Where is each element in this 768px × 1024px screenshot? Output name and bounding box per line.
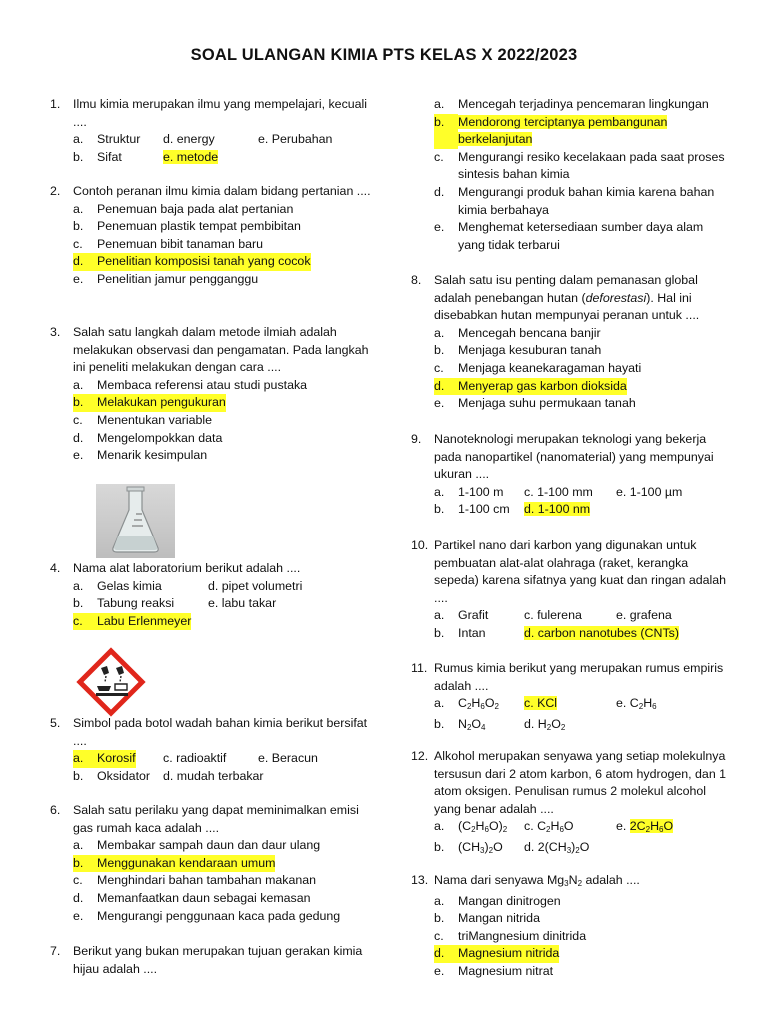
option-d: d. carbon nanotubes (CNTs) xyxy=(524,625,679,640)
option-d: d. pipet volumetri xyxy=(208,578,303,593)
option-d: d. $2(CH_3)_2O$ xyxy=(524,839,590,855)
option-e: e. $2C_2H_6O$ xyxy=(616,819,674,835)
question-number: 13. xyxy=(411,873,429,887)
question-text-part: Nama dari senyawa Mg xyxy=(434,873,565,887)
option-a: Membakar sampah daun dan daur ulang xyxy=(97,838,321,853)
option-b: Menjaga kesuburan tanah xyxy=(458,343,602,358)
question-number: 10. xyxy=(411,538,429,552)
option-c: c. $C_2H_6O$ xyxy=(524,819,574,835)
question-number: 11. xyxy=(411,661,428,675)
option-e: e. Perubahan xyxy=(258,132,333,147)
option-a: Mangan dinitrogen xyxy=(458,893,561,908)
option-a: Membaca referensi atau studi pustaka xyxy=(97,377,308,392)
question-number: 9. xyxy=(411,432,422,446)
option-e: Menjaga suhu permukaan tanah xyxy=(458,396,636,411)
question-5: 5. Simbol pada botol wadah bahan kimia berikut bersifat .... a. Korosif c. radioaktif e. Beracun b. Oksidator d. mudah terbakar xyxy=(50,715,380,785)
option-d: Menyerap gas karbon dioksida xyxy=(458,378,627,396)
question-7 xyxy=(50,943,380,978)
option-a: Gelas kimia xyxy=(97,578,162,593)
option-e: Penelitian jamur pengganggu xyxy=(97,271,259,286)
option-b: 1-100 cm xyxy=(458,502,510,517)
answer-highlight: e. metode xyxy=(163,149,219,164)
option-b: Sifat xyxy=(97,149,122,164)
question-number: 8. xyxy=(411,273,422,287)
option-d: Memanfaatkan daun sebagai kemasan xyxy=(97,890,311,905)
option-e: e. 1-100 µm xyxy=(616,484,683,499)
question-7-options: a. Mencegah terjadinya pencemaran lingkungan b. Mendorong terciptanya pembangunan berkelanjutan c. Mengurangi resiko kecelakaan pada saat proses sintesis bahan kimia d. Mengurangi produk bahan kimia karena bahan kimia berbahaya e. Menghemat ketersediaan sumber daya alam yang tidak terbarui xyxy=(411,96,731,254)
option-b: Melakukan pengukuran xyxy=(97,394,226,412)
question-text: Berikut yang bukan merupakan tujuan gerakan kimia hijau adalah .... xyxy=(73,944,363,976)
question-9: 9. Nanoteknologi merupakan teknologi yang bekerja pada nanopartikel (nanomaterial) yang mempunyai ukuran .... a. 1-100 m c. 1-100 mm e. 1-100 µm b. 1-100 cm d. 1-100 nm xyxy=(411,431,731,519)
right-column xyxy=(411,96,731,996)
question-number: 6. xyxy=(50,803,61,817)
question-text: Salah satu langkah dalam metode ilmiah adalah melakukan observasi dan pengamatan. Pada langkah ini peneliti melakukan dengan cara .... xyxy=(73,325,369,375)
question-text xyxy=(434,272,731,325)
question-4: 4. Nama alat laboratorium berikut adalah .... a. Gelas kimia d. pipet volumetri b. Tabung reaksi e. labu takar c. Labu Erlenmeyer xyxy=(50,560,380,630)
option-c: c. radioaktif xyxy=(163,751,227,766)
option-d: d. $H_2O_2$ xyxy=(524,716,566,732)
option-b: $(CH_3)_2O$ xyxy=(458,839,503,855)
question-12: 12. Alkohol merupakan senyawa yang setiap molekulnya tersusun dari 2 atom karbon, 6 atom hydrogen, dan 1 atom oksigen. Penulisan rumus 2 molekul alcohol yang benar adalah .... a. $(C_2H_6O)_2$ c. $C_2H_6O$ e. $2C_2H_6O$ b. $(CH_3)_2O$ d. $2(CH_3)_2O$ xyxy=(411,748,731,860)
question-8: 8. Salah satu isu penting dalam pemanasan global adalah penebangan hutan (deforestasi). Hal ini disebabkan hutan mempunyai peranan untuk .... a. Mencegah bencana banjir b. Menjaga kesuburan tanah c. Menjaga keanekaragaman hayati d. Menyerap gas karbon dioksida e. Menjaga suhu permukaan tanah xyxy=(411,272,731,413)
option-c: c. 1-100 mm xyxy=(524,484,593,499)
option-c: Penemuan bibit tanaman baru xyxy=(97,236,264,251)
option-e: e. grafena xyxy=(616,608,672,623)
option-d: Mengurangi produk bahan kimia karena bahan kimia berbahaya xyxy=(458,184,715,217)
option-e: e. $C_2H_6$ xyxy=(616,696,657,712)
option-a: Mencegah bencana banjir xyxy=(458,325,601,340)
option-d: Penelitian komposisi tanah yang cocok xyxy=(97,253,311,271)
option-e: Magnesium nitrat xyxy=(458,963,554,978)
question-text: Contoh peranan ilmu kimia dalam bidang pertanian .... xyxy=(73,184,371,198)
option-c: c. fulerena xyxy=(524,608,582,623)
question-number: 12. xyxy=(411,749,429,763)
option-b: Mangan nitrida xyxy=(458,911,540,926)
question-3: 3. Salah satu langkah dalam metode ilmiah adalah melakukan observasi dan pengamatan. Pada langkah ini peneliti melakukan dengan cara .... a. Membaca referensi atau studi pustaka b. Melakukan pengukuran c. Menentukan variable d. Mengelompokkan data e. Menarik kesimpulan xyxy=(50,324,380,465)
question-text: Alkohol merupakan senyawa yang setiap molekulnya tersusun dari 2 atom karbon, 6 atom hydrogen, dan 1 atom oksigen. Penulisan rumus 2 molekul alcohol yang benar adalah .... xyxy=(434,749,727,816)
option-e: Menarik kesimpulan xyxy=(97,448,208,463)
option-d: d. energy xyxy=(163,132,215,147)
question-number: 1. xyxy=(50,97,61,111)
option-c: c. KCl xyxy=(524,696,558,711)
question-text-part: ). Hal ini disebabkan hutan mempunyai peranan untuk .... xyxy=(434,290,700,323)
erlenmeyer-flask-image xyxy=(96,484,175,558)
question-10: 10. Partikel nano dari karbon yang digunakan untuk pembuatan alat-alat olahraga (raket, kerangka sepeda) karena sifatnya yang kuat dan ringan adalah .... a. Grafit c. fulerena e. grafena b. Intan d. carbon nanotubes (CNTs) xyxy=(411,537,731,643)
option-b: $N_2O_4$ xyxy=(458,716,486,732)
option-a: 1-100 m xyxy=(458,484,504,499)
option-a: $C_2H_6O_2$ xyxy=(458,696,499,712)
option-e: Menghemat ketersediaan sumber daya alam yang tidak terbarui xyxy=(458,220,704,252)
option-b: Penemuan plastik tempat pembibitan xyxy=(97,219,301,234)
question-number: 7. xyxy=(50,944,61,958)
question-text: Ilmu kimia merupakan ilmu yang mempelajari, kecuali .... xyxy=(73,97,368,129)
option-b: Intan xyxy=(458,625,486,640)
question-number: 4. xyxy=(50,561,61,575)
option-b: Tabung reaksi xyxy=(97,596,175,611)
question-text: Partikel nano dari karbon yang digunakan untuk pembuatan alat-alat olahraga (raket, kerangka sepeda) karena sifatnya yang kuat dan ringan adalah .... xyxy=(434,538,727,605)
option-e: e. Beracun xyxy=(258,751,318,766)
option-c: triMangnesium dinitrida xyxy=(458,928,587,943)
option-b-line2: berkelanjutan xyxy=(458,132,533,147)
question-text: Simbol pada botol wadah bahan kimia berikut bersifat .... xyxy=(73,716,368,748)
option-d: Mengelompokkan data xyxy=(97,430,223,445)
option-a: Penemuan baja pada alat pertanian xyxy=(97,201,294,216)
question-text: Nama dari senyawa $Mg_3N_2$ adalah .... xyxy=(434,873,640,888)
option-d: d. 1-100 nm xyxy=(524,502,591,517)
option-a: Mencegah terjadinya pencemaran lingkungan xyxy=(458,97,709,111)
option-e: e. labu takar xyxy=(208,596,277,611)
question-1: 1. Ilmu kimia merupakan ilmu yang mempelajari, kecuali .... a. Struktur d. energy e. Perubahan b. Sifat e. metode xyxy=(50,96,380,166)
page-title: SOAL ULANGAN KIMIA PTS KELAS X 2022/2023 xyxy=(190,46,578,64)
question-number: 2. xyxy=(50,184,61,198)
option-b: Menggunakan kendaraan umum xyxy=(97,855,275,873)
option-d: d. mudah terbakar xyxy=(163,768,264,783)
question-11: 11. Rumus kimia berikut yang merupakan rumus empiris adalah .... a. $C_2H_6O_2$ c. KCl e. $C_2H_6$ b. $N_2O_4$ d. $H_2O_2$ xyxy=(411,660,731,736)
question-2: 2. Contoh peranan ilmu kimia dalam bidang pertanian .... a. Penemuan baja pada alat pertanian b. Penemuan plastik tempat pembibitan c. Penemuan bibit tanaman baru d. Penelitian komposisi tanah yang cocok e. Penelitian jamur pengganggu xyxy=(50,183,380,289)
option-a: Grafit xyxy=(458,608,489,623)
option-a: Korosif xyxy=(97,750,136,768)
option-c: Menentukan variable xyxy=(97,412,213,427)
option-a: Struktur xyxy=(97,132,141,147)
question-text: Nanoteknologi merupakan teknologi yang bekerja pada nanopartikel (nanomaterial) yang mempunyai ukuran .... xyxy=(434,432,714,482)
option-b: Oksidator xyxy=(97,768,151,783)
question-text-emphasis: deforestasi xyxy=(585,290,647,305)
question-number: 5. xyxy=(50,716,61,730)
option-d: Magnesium nitrida xyxy=(458,945,559,963)
option-c: Labu Erlenmeyer xyxy=(97,613,191,631)
option-c: Menghindari bahan tambahan makanan xyxy=(97,873,317,888)
question-text: Rumus kimia berikut yang merupakan rumus empiris adalah .... xyxy=(434,661,724,693)
question-text: Salah satu perilaku yang dapat meminimalkan emisi gas rumah kaca adalah .... xyxy=(73,803,359,835)
question-text: Nama alat laboratorium berikut adalah .... xyxy=(73,561,301,575)
question-13: 13. Nama dari senyawa $Mg_3N_2$ adalah .... a. Mangan dinitrogen b. Mangan nitrida c. triMangnesium dinitrida d. Magnesium nitrida e. Magnesium nitrat xyxy=(411,872,731,981)
option-a: $(C_2H_6O)_2$ xyxy=(458,819,508,835)
option-b-line1: Mendorong terciptanya pembangunan xyxy=(458,114,668,129)
option-e: Mengurangi penggunaan kaca pada gedung xyxy=(97,908,341,923)
option-c: Mengurangi resiko kecelakaan pada saat proses sintesis bahan kimia xyxy=(458,149,725,182)
question-number: 3. xyxy=(50,325,61,339)
question-6: 6. Salah satu perilaku yang dapat meminimalkan emisi gas rumah kaca adalah .... a. Membakar sampah daun dan daur ulang b. Menggunakan kendaraan umum c. Menghindari bahan tambahan makanan d. Memanfaatkan daun sebagai kemasan e. Mengurangi penggunaan kaca pada gedung xyxy=(50,802,380,925)
option-c: Menjaga keanekaragaman hayati xyxy=(458,360,642,375)
corrosive-hazard-icon xyxy=(75,646,147,718)
question-text-part: Salah satu isu penting dalam pemanasan global adalah penebangan hutan ( xyxy=(434,273,698,305)
